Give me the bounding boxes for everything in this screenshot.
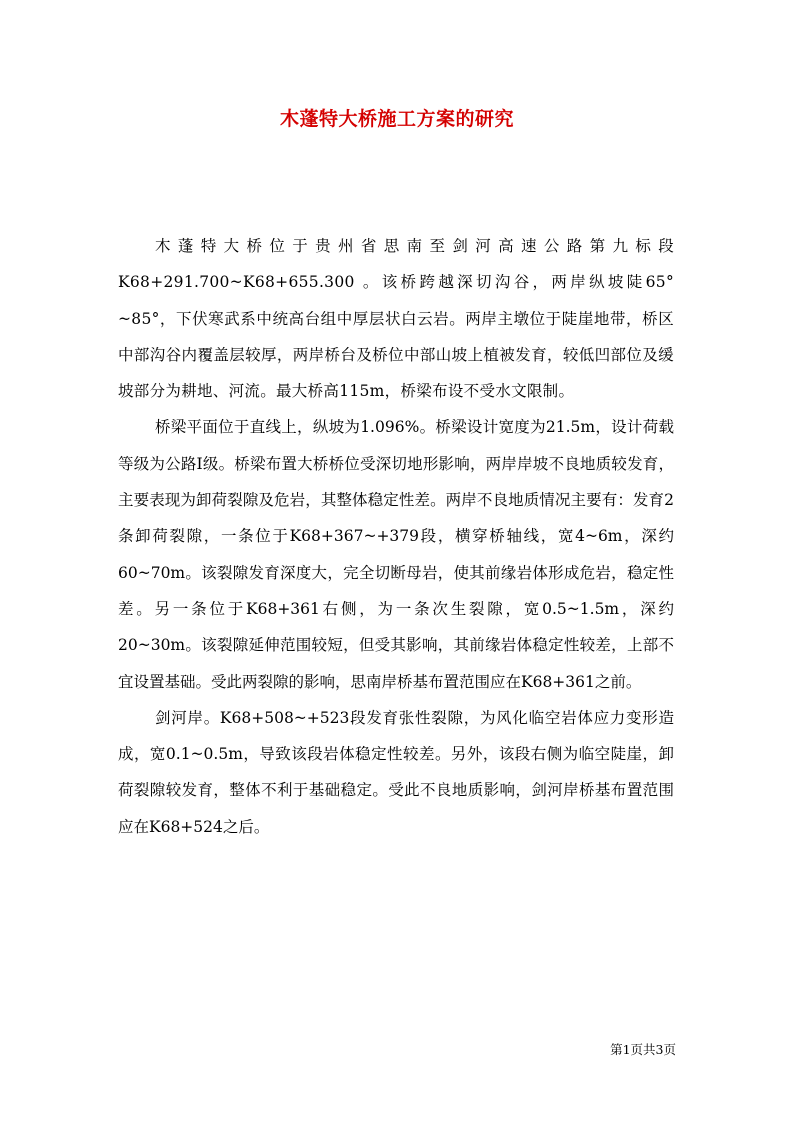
document-title: 木蓬特大桥施工方案的研究 bbox=[279, 108, 514, 130]
paragraph-bridge-design: 桥梁平面位于直线上，纵坡为1.096%。桥梁设计宽度为21.5m，设计荷载等级为公路Ⅰ级。桥梁布置大桥桥位受深切地形影响，两岸岸坡不良地质较发育，主要表现为卸荷裂隙及危岩，其整体稳定性差。两岸不良地质情况主要有：发育2条卸荷裂隙，一条位于K68+367~+379段，横穿桥轴线，宽4~6m，深约60~70m。该裂隙发育深度大，完全切断母岩，使其前缘岩体形成危岩，稳定性差。另一条位于K68+361右侧，为一条次生裂隙，宽0.5~1.5m，深约20~30m。该裂隙延伸范围较短，但受其影响，其前缘岩体稳定性较差，上部不宜设置基础。受此两裂隙的影响，思南岸桥基布置范围应在K68+361之前。 bbox=[118, 418, 674, 691]
document-body bbox=[118, 228, 674, 845]
paragraph-bridge-location: 木蓬特大桥位于贵州省思南至剑河高速公路第九标段K68+291.700~K68+655.300 。该桥跨越深切沟谷，两岸纵坡陡65° ~85°，下伏寒武系中统高台组中厚层状白云岩。两岸主墩位于陡崖地带，桥区中部沟谷内覆盖层较厚，两岸桥台及桥位中部山坡上植被发育，较低凹部位及缓坡部分为耕地、河流。最大桥高115m，桥梁布设不受水文限制。 bbox=[118, 237, 674, 401]
page-number-footer: 第1页共3页 bbox=[610, 1042, 676, 1057]
paragraph-jianhe-bank: 剑河岸。K68+508~+523段发育张性裂隙，为风化临空岩体应力变形造成，宽0.1~0.5m，导致该段岩体稳定性较差。另外，该段右侧为临空陡崖，卸荷裂隙较发育，整体不利于基础稳定。受此不良地质影响，剑河岸桥基布置范围应在K68+524之后。 bbox=[118, 708, 674, 836]
